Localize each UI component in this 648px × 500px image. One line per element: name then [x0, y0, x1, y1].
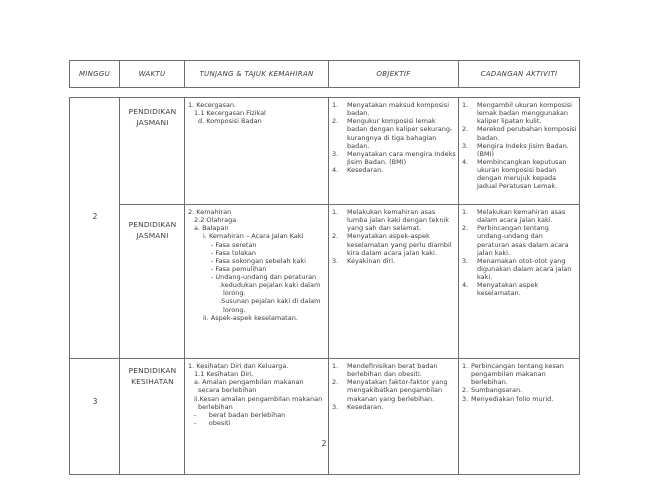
list-item: [462, 101, 577, 125]
list-item-number: 3.: [332, 256, 339, 265]
header-cadangan: CADANGAN AKTIVITI: [459, 61, 580, 88]
list-item-text: Perbincangan tentang kesan pengambilan makanan berlebihan.: [471, 362, 564, 387]
cell-waktu-row2: PENDIDIKAN JASMANI: [120, 205, 185, 359]
outline-line: .Susunan pejalan kaki di dalam: [219, 297, 321, 306]
list-item-text: Merekod perubahan komposisi badan.: [477, 125, 577, 142]
outline-line: 1. Kecergasan.: [188, 101, 237, 109]
outline-line: d. Komposisi Badan: [198, 117, 262, 126]
outline-line: secara berlebihan: [198, 386, 257, 395]
list-item: [462, 125, 577, 141]
outline-line: 1.1 Kecergasan Fizikal: [194, 109, 266, 118]
list-item-text: Mengambil ukuran komposisi lemak badan menggunakan kaliper lipatan kulit.: [477, 101, 572, 126]
list-item-number: 3.: [462, 394, 469, 403]
list-item-number: 2.: [332, 378, 339, 387]
cell-cadangan-row2: [459, 205, 580, 359]
list-item: [332, 232, 456, 256]
list-item: [332, 257, 456, 265]
outline-line: 1. Kesihatan Diri dan Keluarga.: [188, 362, 289, 370]
list-item-number: 3.: [462, 256, 469, 265]
list-item-text: Menyatakan faktor-faktor yang mengakibatkan pengambilan makanan yang berlebihan.: [347, 378, 448, 403]
list-item-text: Mengukur komposisi lemak badan dengan kaliper sekurang-kurangnya di tiga bahagian badan.: [347, 117, 453, 150]
outline-line: 2. Kemahiran: [188, 208, 232, 216]
list-item: [332, 101, 456, 117]
outline-line: - Fasa sokongan sebelah kaki: [211, 256, 306, 265]
page-number: 2: [321, 439, 327, 448]
list-item-text: Mendefinisikan berat badan berlebihan dan obesiti.: [347, 362, 438, 379]
outline-line: - berat badan berlebihan: [194, 410, 286, 419]
header-row: [70, 61, 580, 88]
header-minggu: MINGGU: [70, 61, 120, 88]
list-item-text: Perbincangan tentang undang-undang dan peraturan asas dalam acara jalan kaki.: [477, 224, 569, 257]
cell-objektif-row2: [329, 205, 459, 359]
list-item-number: 1.: [332, 362, 339, 370]
list-item-number: 3.: [462, 141, 469, 150]
cell-waktu-row3: PENDIDIKAN KESIHATAN: [120, 359, 185, 475]
list-item-number: 4.: [462, 157, 469, 166]
list-item-number: 4.: [462, 281, 469, 290]
list-item: [332, 403, 456, 411]
list-item: [462, 395, 577, 403]
list-item-text: Kesedaran.: [347, 402, 384, 411]
list-item: [462, 158, 577, 191]
list-item-text: Sumbangsaran.: [471, 386, 523, 395]
list-item-number: 1.: [462, 101, 469, 109]
outline-line: berlebihan: [198, 402, 233, 411]
list-item: [332, 208, 456, 232]
outline-line: ii.Kesan amalan pengambilan makanan: [194, 394, 323, 403]
header-objektif: OBJEKTIF: [329, 61, 459, 88]
list-item-text: Melakukan kemahiran asas lumba jalan kaki dengan teknik yang sah dan selamat.: [347, 208, 450, 233]
list-item-text: Menyatakan cara mengira Indeks Jisim Badan. (BMI): [347, 149, 456, 166]
outline-line: - Fasa seretan: [211, 240, 257, 249]
list-item: [332, 117, 456, 150]
table-row: [70, 205, 580, 359]
list-item-text: Mengira Indeks Jisim Badan.(BMI): [477, 141, 569, 158]
list-item-text: Menamakan otot-otot yang digunakan dalam acara jalan kaki.: [477, 256, 572, 281]
cell-minggu-week3: 3: [70, 359, 120, 475]
list-item-text: Melakukan kemahiran asas dalam acara jalan kaki.: [477, 208, 566, 225]
cell-cadangan-row1: [459, 98, 580, 205]
list-item-text: Membincangkan keputusan ukuran komposisi badan dengan merujuk kepada Jadual Peratusan Lemak.: [477, 157, 567, 191]
list-item-number: 1.: [332, 101, 339, 109]
list-item-number: 3.: [332, 149, 339, 158]
list-item-text: Keyakinan diri.: [347, 256, 396, 265]
outline-line: lorong.: [223, 305, 246, 314]
header-tunjang: TUNJANG & TAJUK KEMAHIRAN: [185, 61, 329, 88]
cell-objektif-row3: [329, 359, 459, 475]
lesson-plan-table: [69, 97, 580, 475]
list-item: [462, 142, 577, 158]
list-item-number: 2.: [462, 125, 469, 134]
outline-line: lorong.: [223, 289, 246, 298]
list-item: [462, 281, 577, 297]
list-item-number: 1.: [462, 208, 469, 216]
list-item-text: Menyatakan aspek-aspek keselamatan yang perlu diambil kira dalam acara jalan kaki.: [347, 232, 452, 257]
list-item: [332, 150, 456, 166]
outline-line: .kedudukan pejalan kaki dalam: [219, 281, 321, 290]
cell-objektif-row1: [329, 98, 459, 205]
table-row: [70, 359, 580, 475]
list-item-number: 4.: [332, 166, 339, 174]
cell-tunjang-row2: [185, 205, 329, 359]
list-item: [332, 166, 456, 174]
list-item-text: Menyediakan folio murid.: [471, 394, 554, 403]
list-item-number: 2.: [332, 232, 339, 241]
list-item: [462, 257, 577, 281]
list-item: [462, 224, 577, 257]
outline-line: a. Balapan: [194, 224, 229, 233]
list-item-number: 1.: [462, 362, 469, 370]
list-item-number: 3.: [332, 402, 339, 411]
outline-line: - Undang-undang dan peraturan: [211, 273, 317, 281]
list-item-text: Kesedaran.: [347, 166, 384, 174]
outline-line: a. Amalan pengambilan makanan: [194, 378, 304, 387]
list-item-number: 2.: [462, 224, 469, 233]
cell-tunjang-row1: [185, 98, 329, 205]
table-header: [69, 60, 580, 88]
outline-line: i. Kemahiran – Acara Jalan Kaki: [203, 232, 304, 241]
list-item: [332, 378, 456, 402]
outline-line: - obesiti: [194, 418, 231, 427]
list-item-number: 2.: [332, 117, 339, 126]
header-waktu: WAKTU: [120, 61, 185, 88]
list-item-number: 1.: [332, 208, 339, 216]
outline-line: 1.1 Kesihatan Diri.: [194, 370, 254, 379]
list-item-text: Menyatakan aspek keselamatan.: [477, 281, 539, 298]
list-item: [332, 362, 456, 378]
list-item-text: Menyatakan maksud komposisi badan.: [347, 101, 450, 118]
outline-line: - Fasa pemulihan: [211, 264, 267, 273]
table-row: [70, 98, 580, 205]
list-item: [462, 208, 577, 224]
cell-tunjang-row3: [185, 359, 329, 475]
outline-line: ii. Aspek-aspek keselamatan.: [203, 313, 298, 322]
outline-line: 2.2 Olahraga: [194, 216, 237, 225]
list-item: [462, 386, 577, 394]
cell-minggu-week2: 2: [70, 98, 120, 359]
cell-waktu-row1: PENDIDIKAN JASMANI: [120, 98, 185, 205]
cell-cadangan-row3: [459, 359, 580, 475]
outline-line: - Fasa tolakan: [211, 248, 257, 257]
list-item: [462, 362, 577, 386]
list-item-number: 2.: [462, 386, 469, 395]
